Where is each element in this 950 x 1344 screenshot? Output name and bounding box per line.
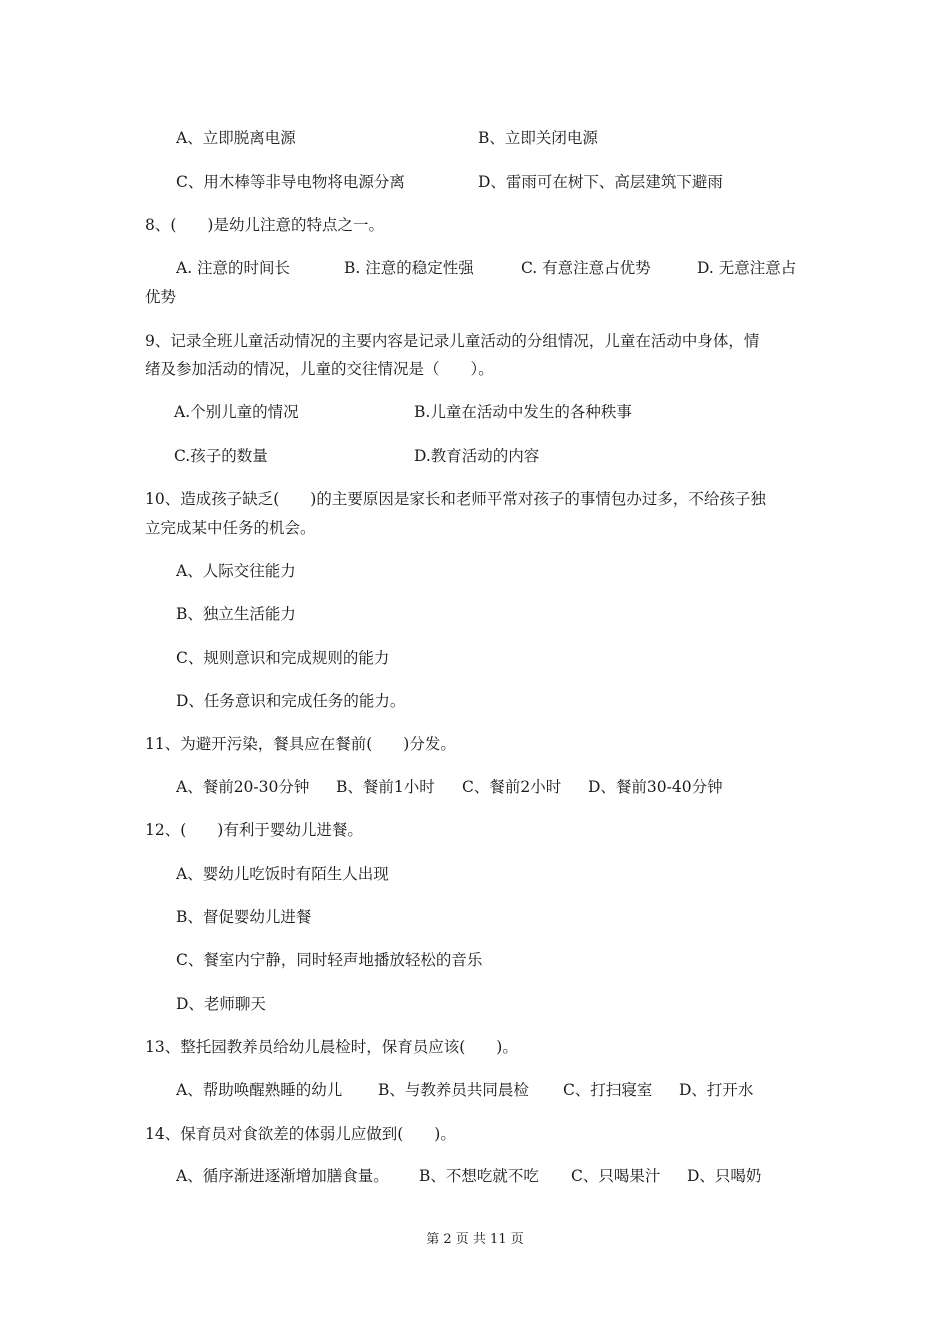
q8-option-c: C. 有意注意占优势: [521, 259, 651, 277]
q12-option-c: C、餐室内宁静，同时轻声地播放轻松的音乐: [176, 951, 483, 969]
q8-option-b: B. 注意的稳定性强: [344, 259, 474, 277]
q10-stem-line-2: 立完成某中任务的机会。: [145, 519, 316, 537]
q10-option-b: B、独立生活能力: [176, 605, 296, 623]
q13-option-c: C、打扫寝室: [563, 1081, 653, 1099]
q13-option-d: D、打开水: [679, 1081, 754, 1099]
q12-option-d: D、老师聊天: [176, 995, 266, 1013]
q9-stem-line-2: 绪及参加活动的情况，儿童的交往情况是（ ）。: [145, 360, 494, 378]
q12-option-a: A、婴幼儿吃饭时有陌生人出现: [176, 865, 389, 883]
page-number-footer: 第 2 页 共 11 页: [426, 1232, 524, 1247]
q7-option-c: C、用木棒等非导电物将电源分离: [176, 173, 405, 191]
q14-option-a: A、循序渐进逐渐增加膳食量。: [176, 1167, 389, 1185]
q7-option-a: A、立即脱离电源: [176, 129, 296, 147]
q9-option-c: C.孩子的数量: [174, 447, 268, 465]
q9-option-b: B.儿童在活动中发生的各种秩事: [414, 403, 632, 421]
q11-stem: 11、为避开污染，餐具应在餐前( )分发。: [145, 735, 456, 753]
q11-option-b: B、餐前1小时: [336, 778, 435, 796]
q13-option-b: B、与教养员共同晨检: [378, 1081, 529, 1099]
q8-option-a: A. 注意的时间长: [176, 259, 291, 277]
q8-option-d-wrap: 优势: [145, 288, 177, 306]
q13-stem: 13、整托园教养员给幼儿晨检时，保育员应该( )。: [145, 1038, 518, 1056]
q12-stem: 12、( )有利于婴幼儿进餐。: [145, 821, 363, 839]
q7-option-b: B、立即关闭电源: [478, 129, 598, 147]
q14-option-c: C、只喝果汁: [571, 1167, 661, 1185]
q12-option-b: B、督促婴幼儿进餐: [176, 908, 312, 926]
q11-option-d: D、餐前30-40分钟: [588, 778, 723, 796]
q8-option-d: D. 无意注意占: [697, 259, 797, 277]
q14-option-b: B、不想吃就不吃: [419, 1167, 539, 1185]
q9-option-a: A.个别儿童的情况: [174, 403, 299, 421]
q10-option-d: D、任务意识和完成任务的能力。: [176, 692, 406, 710]
q9-stem-line-1: 9、记录全班儿童活动情况的主要内容是记录儿童活动的分组情况，儿童在活动中身体，情: [145, 332, 760, 350]
q13-option-a: A、帮助唤醒熟睡的幼儿: [176, 1081, 343, 1099]
q10-option-c: C、规则意识和完成规则的能力: [176, 649, 390, 667]
q10-stem-line-1: 10、造成孩子缺乏( )的主要原因是家长和老师平常对孩子的事情包办过多，不给孩子独: [145, 490, 766, 508]
q14-stem: 14、保育员对食欲差的体弱儿应做到( )。: [145, 1125, 456, 1143]
q8-stem: 8、( )是幼儿注意的特点之一。: [145, 216, 384, 234]
q7-option-d: D、雷雨可在树下、高层建筑下避雨: [478, 173, 723, 191]
q11-option-a: A、餐前20-30分钟: [176, 778, 310, 796]
q11-option-c: C、餐前2小时: [462, 778, 562, 796]
q9-option-d: D.教育活动的内容: [414, 447, 540, 465]
q10-option-a: A、人际交往能力: [176, 562, 296, 580]
q14-option-d: D、只喝奶: [687, 1167, 762, 1185]
